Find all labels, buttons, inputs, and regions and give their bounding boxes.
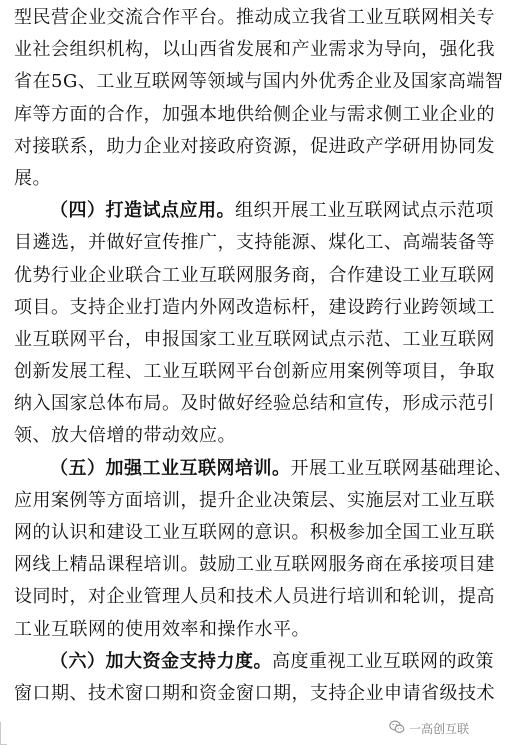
- text-line: 设同时，对企业管理人员和技术人员进行培训和轮训，提高: [14, 586, 495, 608]
- wechat-icon: [389, 720, 405, 737]
- paragraph-platform: [14, 2, 504, 195]
- text-line: 网的认识和建设工业互联网的意识。积极参加全国工业互联: [14, 522, 495, 543]
- text-line: 窗口期、技术窗口期和资金窗口期，支持企业申请省级技术: [14, 682, 495, 704]
- document-body: [14, 2, 513, 710]
- paragraph-pilot-application: [14, 195, 495, 453]
- text-span: 开展工业互联网基础理论、: [290, 457, 513, 479]
- text-line: 纳入国家总体布局。及时做好经验总结和宣传，形成示范引: [14, 393, 495, 415]
- text-line: [14, 453, 513, 485]
- page-corner-mark: [0, 722, 7, 745]
- text-span: 高度重视工业互联网的政策: [272, 650, 494, 672]
- text-line: 对接联系，助力企业对接政府资源，促进政产学研用协同发: [14, 135, 495, 157]
- text-line: 业互联网平台，申报国家工业互联网试点示范、工业互联网: [14, 328, 495, 350]
- text-line: 工业互联网的使用效率和操作水平。: [14, 618, 310, 640]
- text-line: 优势行业企业联合工业互联网服务商，合作建设工业互联网: [14, 264, 495, 286]
- watermark: [389, 720, 469, 737]
- text-line: 创新发展工程、工业互联网平台创新应用案例等项目，争取: [14, 361, 495, 383]
- paragraph-training: [14, 453, 513, 646]
- text-line: 库等方面的合作，加强本地供给侧企业与需求侧工业企业的: [14, 103, 495, 125]
- text-line: 业社会组织机构，以山西省发展和产业需求为导向，强化我: [14, 39, 495, 61]
- text-line: [14, 195, 494, 227]
- text-line: 网线上精品课程培训。鼓励工业互联网服务商在承接项目建: [14, 554, 495, 576]
- text-line: [14, 646, 494, 678]
- section-heading: （六）加大资金支持力度。: [50, 650, 272, 672]
- text-line: 展。: [14, 167, 51, 189]
- text-line: 领、放大倍增的带动效应。: [14, 425, 236, 447]
- text-line: 目遴选，并做好宣传推广，支持能源、煤化工、高端装备等: [14, 232, 495, 254]
- text-line: 型民营企业交流合作平台。推动成立我省工业互联网相关专: [14, 7, 495, 28]
- section-heading: （五）加强工业互联网培训。: [50, 457, 291, 479]
- text-line: 省在5G、工业互联网等领域与国内外优秀企业及国家高端智: [14, 71, 504, 93]
- section-heading: （四）打造试点应用。: [50, 200, 235, 222]
- watermark-text: 一高创互联: [408, 722, 469, 736]
- text-line: 项目。支持企业打造内外网改造标杆，建设跨行业跨领域工: [14, 296, 495, 318]
- text-span: 组织开展工业互联网试点示范项: [235, 200, 494, 222]
- text-line: 应用案例等方面培训，提升企业决策层、实施层对工业互联: [14, 489, 495, 511]
- paragraph-funding: [14, 646, 495, 710]
